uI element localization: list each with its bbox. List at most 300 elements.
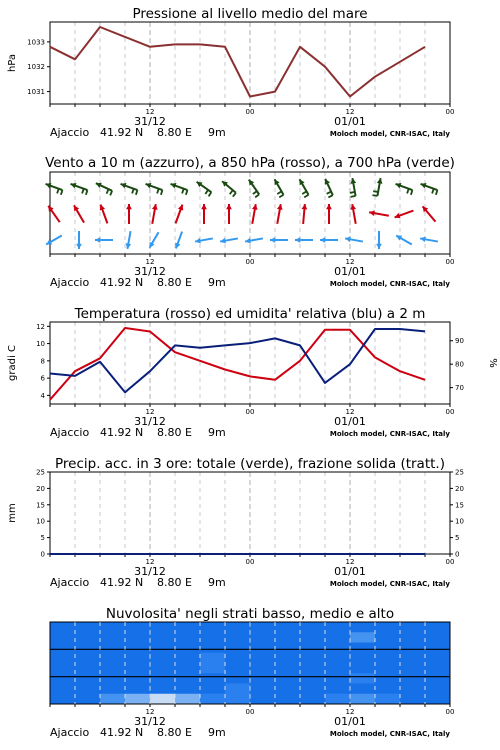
y-tick-label-right: 15 <box>455 501 464 510</box>
wind-arrow <box>126 204 132 224</box>
cloud-cell <box>375 643 401 654</box>
cloud-cell <box>425 673 451 684</box>
chart-title: Vento a 10 m (azzurro), a 850 hPa (rosso), a 700 hPa (verde) <box>45 155 455 171</box>
wind-barb <box>432 189 434 194</box>
chart-title: Precip. acc. in 3 ore: totale (verde), frazione solida (tratt.) <box>55 456 445 472</box>
location-alt: 9m <box>208 426 226 439</box>
wind-arrow-head <box>376 244 382 249</box>
wind-arrow <box>252 204 258 224</box>
cloud-cell <box>125 632 151 643</box>
wind-arrow <box>152 204 158 224</box>
y-tick-label: 12 <box>36 322 45 331</box>
cloud-cell <box>150 643 176 654</box>
date-label: 01/01 <box>334 115 366 128</box>
x-tick-label: 00 <box>445 408 455 416</box>
x-tick-label: 00 <box>245 558 255 566</box>
model-credit: Moloch model, CNR-ISAC, Italy <box>329 580 450 588</box>
cloud-cell <box>200 653 226 664</box>
cloud-cell <box>100 673 126 684</box>
cloud-cell <box>100 643 126 654</box>
wind-arrow <box>146 183 163 195</box>
cloud-cell <box>200 684 226 695</box>
y-tick-label-right: 70 <box>455 384 464 393</box>
wind-barb <box>302 191 306 194</box>
y-tick-label: 1031 <box>27 88 45 97</box>
wind-barb <box>328 195 332 197</box>
cloud-cell <box>50 653 76 664</box>
wind-arrow <box>396 236 412 245</box>
wind-barb <box>436 190 438 195</box>
wind-barb <box>82 189 84 194</box>
cloud-cell <box>225 694 251 705</box>
location-lon: 8.80 E <box>157 426 192 439</box>
wind-barb <box>161 190 163 195</box>
wind-arrow <box>325 179 333 198</box>
location-place: Ajaccio <box>50 426 90 439</box>
wind-arrow <box>350 204 356 224</box>
wind-arrow-head <box>226 204 232 209</box>
cloud-cell <box>250 643 276 654</box>
cloud-cell <box>375 694 401 705</box>
wind-barb <box>255 194 259 197</box>
wind-arrow-head <box>320 237 325 243</box>
cloud-cell <box>425 622 451 633</box>
y-tick-label: 4 <box>40 391 45 400</box>
cloud-cell <box>175 632 201 643</box>
cloud-cell <box>50 684 76 695</box>
wind-arrow-head <box>326 204 332 209</box>
wind-barb <box>373 191 378 192</box>
x-tick-label: 12 <box>345 108 355 116</box>
date-label: 31/12 <box>134 265 166 278</box>
wind-arrow <box>171 183 188 195</box>
wind-barb <box>230 190 233 194</box>
wind-arrow <box>396 183 413 195</box>
y-tick-label-right: 10 <box>455 517 464 526</box>
location-lat: 41.92 N <box>100 576 144 589</box>
cloud-cell <box>275 622 301 633</box>
wind-arrow-head <box>270 237 275 243</box>
location-lat: 41.92 N <box>100 276 144 289</box>
cloud-cell <box>50 622 76 633</box>
cloud-cell <box>125 643 151 654</box>
cloud-cell <box>225 673 251 684</box>
cloud-cell <box>275 694 301 705</box>
cloud-cell <box>250 653 276 664</box>
cloud-cell <box>375 684 401 695</box>
cloud-cell <box>325 632 351 643</box>
cloud-cell <box>325 673 351 684</box>
cloud-cell <box>150 694 176 705</box>
model-credit: Moloch model, CNR-ISAC, Italy <box>329 730 450 738</box>
cloud-cell <box>400 663 426 674</box>
humidity-line <box>50 329 425 392</box>
cloud-cell <box>50 643 76 654</box>
cloud-cell <box>300 653 326 664</box>
cloud-cell <box>375 663 401 674</box>
x-tick-label: 12 <box>145 258 155 266</box>
x-tick-label: 12 <box>345 258 355 266</box>
wind-barb <box>233 193 236 197</box>
wind-arrow <box>302 204 308 224</box>
wind-barb <box>86 190 88 195</box>
cloud-cell <box>325 694 351 705</box>
cloud-cell <box>250 673 276 684</box>
cloud-cell <box>175 643 201 654</box>
cloud-cell <box>175 653 201 664</box>
location-lat: 41.92 N <box>100 726 144 739</box>
cloud-cell <box>425 653 451 664</box>
x-tick-label: 12 <box>145 558 155 566</box>
wind-barb <box>277 191 281 194</box>
wind-arrow <box>326 204 332 224</box>
wind-barb <box>411 190 413 195</box>
date-label: 01/01 <box>334 265 366 278</box>
cloud-cell <box>225 653 251 664</box>
cloud-cell <box>400 684 426 695</box>
wind-arrow <box>222 181 236 196</box>
cloud-cell <box>175 694 201 705</box>
wind-arrow <box>175 232 182 249</box>
wind-arrow <box>100 205 108 224</box>
cloud-cell <box>300 622 326 633</box>
cloud-cell <box>150 632 176 643</box>
cloud-cell <box>100 663 126 674</box>
cloud-cell <box>400 632 426 643</box>
cloud-cell <box>75 673 101 684</box>
wind-arrow-head <box>95 237 100 243</box>
y-axis-label: mm <box>7 503 18 523</box>
y-tick-label-right: 90 <box>455 337 464 346</box>
x-tick-label: 00 <box>245 258 255 266</box>
cloud-cell <box>125 684 151 695</box>
cloud-cell <box>75 663 101 674</box>
y-tick-label-right: 25 <box>455 468 464 477</box>
location-lon: 8.80 E <box>157 576 192 589</box>
location-alt: 9m <box>208 576 226 589</box>
y-tick-label-right: 5 <box>455 534 460 543</box>
cloud-cell <box>75 684 101 695</box>
chart-title: Nuvolosita' negli strati basso, medio e alto <box>105 606 395 622</box>
wind-arrow <box>195 238 213 244</box>
wind-arrow-head <box>126 204 132 209</box>
y-tick-label-right: 0 <box>455 550 460 559</box>
location-place: Ajaccio <box>50 576 90 589</box>
cloud-cell <box>200 663 226 674</box>
cloud-cell <box>350 643 376 654</box>
cloud-cell <box>375 673 401 684</box>
cloud-cell <box>425 663 451 674</box>
cloud-cell <box>275 673 301 684</box>
cloud-cell <box>250 622 276 633</box>
wind-barb <box>186 190 188 195</box>
cloud-cell <box>275 684 301 695</box>
cloud-cell <box>175 663 201 674</box>
location-lat: 41.92 N <box>100 426 144 439</box>
cloud-cell <box>300 663 326 674</box>
y-tick-label: 5 <box>40 534 45 543</box>
wind-barb <box>157 189 159 194</box>
wind-barb <box>61 190 63 195</box>
wind-arrow-head <box>295 237 300 243</box>
pressure-series <box>50 27 425 97</box>
date-label: 01/01 <box>334 565 366 578</box>
cloud-cell <box>225 684 251 695</box>
cloud-cell <box>150 622 176 633</box>
cloud-cell <box>425 684 451 695</box>
wind-arrow <box>121 183 138 195</box>
y-tick-label: 10 <box>36 517 45 526</box>
x-tick-label: 00 <box>245 108 255 116</box>
x-tick-label: 12 <box>145 108 155 116</box>
y-tick-label: 1032 <box>27 63 45 72</box>
cloud-cell <box>200 632 226 643</box>
x-tick-label: 00 <box>245 408 255 416</box>
cloud-cell <box>300 684 326 695</box>
cloud-cell <box>350 622 376 633</box>
cloud-cell <box>375 632 401 643</box>
cloud-cell <box>325 643 351 654</box>
wind-barb <box>279 195 283 198</box>
wind-barb <box>132 189 134 194</box>
wind-arrow <box>76 231 82 249</box>
cloud-cell <box>250 632 276 643</box>
wind-arrow <box>126 231 132 249</box>
cloud-cell <box>200 694 226 705</box>
chart-title: Pressione al livello medio del mare <box>132 6 368 22</box>
cloud-cell <box>75 694 101 705</box>
y-axis-label-right: % <box>487 358 498 368</box>
cloud-cell <box>225 632 251 643</box>
y-tick-label: 1033 <box>27 38 45 47</box>
wind-arrow <box>95 237 113 243</box>
wind-arrow <box>369 210 389 216</box>
cloud-cell <box>150 673 176 684</box>
cloud-cell <box>225 643 251 654</box>
cloud-cell <box>200 643 226 654</box>
wind-arrow <box>46 183 63 195</box>
location-lon: 8.80 E <box>157 276 192 289</box>
y-tick-label: 6 <box>40 374 45 383</box>
cloud-cell <box>350 673 376 684</box>
cloud-cell <box>350 694 376 705</box>
wind-arrow-head <box>201 204 207 209</box>
wind-barb <box>304 195 308 198</box>
cloud-cell <box>350 663 376 674</box>
wind-arrow <box>345 237 363 243</box>
cloud-cell <box>425 694 451 705</box>
wind-barb <box>107 189 109 194</box>
cloud-cell <box>300 694 326 705</box>
wind-arrow <box>275 179 284 197</box>
cloud-cell <box>275 643 301 654</box>
cloud-cell <box>275 632 301 643</box>
wind-arrow <box>300 179 309 197</box>
cloud-cell <box>325 684 351 695</box>
wind-arrow <box>201 204 207 224</box>
date-label: 01/01 <box>334 715 366 728</box>
cloud-cell <box>50 663 76 674</box>
x-tick-label: 12 <box>145 408 155 416</box>
wind-arrow <box>150 232 159 248</box>
cloud-cell <box>125 653 151 664</box>
date-label: 31/12 <box>134 715 166 728</box>
wind-arrow <box>295 237 313 243</box>
wind-arrow <box>197 182 212 197</box>
x-tick-label: 12 <box>345 558 355 566</box>
cloud-cell <box>275 663 301 674</box>
wind-barb <box>351 196 356 197</box>
date-label: 31/12 <box>134 415 166 428</box>
model-credit: Moloch model, CNR-ISAC, Italy <box>329 130 450 138</box>
humidity-series <box>50 329 425 392</box>
cloud-cell <box>100 684 126 695</box>
wind-arrow <box>421 183 438 195</box>
wind-arrow <box>220 238 238 244</box>
y-tick-label-right: 20 <box>455 484 464 493</box>
wind-arrow <box>376 231 382 249</box>
cloud-cell <box>100 622 126 633</box>
cloud-cell <box>300 643 326 654</box>
cloud-cell <box>150 684 176 695</box>
cloud-cell <box>400 622 426 633</box>
wind-barb <box>182 189 184 194</box>
cloud-cell <box>125 694 151 705</box>
cloud-cell <box>175 622 201 633</box>
wind-arrow <box>420 237 438 243</box>
cloud-cell <box>350 653 376 664</box>
cloud-cell <box>350 684 376 695</box>
wind-barb <box>205 190 208 194</box>
wind-barb <box>136 190 138 195</box>
wind-arrow <box>176 205 184 224</box>
cloud-cell <box>100 694 126 705</box>
cloud-cell <box>325 653 351 664</box>
cloud-cell <box>375 622 401 633</box>
location-alt: 9m <box>208 726 226 739</box>
cloud-cell <box>375 653 401 664</box>
cloud-cell <box>325 622 351 633</box>
wind-arrow <box>226 204 232 224</box>
cloud-cell <box>125 622 151 633</box>
cloud-cell <box>100 632 126 643</box>
x-tick-label: 12 <box>345 408 355 416</box>
cloud-cell <box>425 632 451 643</box>
model-credit: Moloch model, CNR-ISAC, Italy <box>329 430 450 438</box>
wind-barb <box>57 189 59 194</box>
y-tick-label: 8 <box>40 357 45 366</box>
cloud-cell <box>325 663 351 674</box>
x-tick-label: 00 <box>445 258 455 266</box>
cloud-cell <box>425 643 451 654</box>
cloud-cell <box>75 632 101 643</box>
pressure-line <box>50 27 425 97</box>
cloud-cell <box>350 632 376 643</box>
cloud-cell <box>400 694 426 705</box>
y-axis-label: gradi C <box>7 345 18 381</box>
wind-arrow <box>46 236 62 245</box>
location-place: Ajaccio <box>50 126 90 139</box>
wind-arrow <box>71 183 88 195</box>
location-lon: 8.80 E <box>157 726 192 739</box>
cloud-cell <box>225 622 251 633</box>
wind-arrow-head <box>76 244 82 249</box>
cloud-cell <box>175 684 201 695</box>
x-tick-label: 12 <box>145 708 155 716</box>
date-label: 31/12 <box>134 565 166 578</box>
cloud-cell <box>150 663 176 674</box>
wind-arrow <box>320 237 338 243</box>
wind-arrow <box>277 204 283 224</box>
wind-barb <box>372 195 377 196</box>
x-tick-label: 00 <box>445 708 455 716</box>
wind-barb <box>407 189 409 194</box>
y-tick-label: 15 <box>36 501 45 510</box>
wind-arrow <box>96 183 112 196</box>
cloud-cell <box>75 643 101 654</box>
cloud-cell <box>125 673 151 684</box>
cloud-cell <box>400 673 426 684</box>
y-tick-label: 20 <box>36 484 45 493</box>
date-label: 01/01 <box>334 415 366 428</box>
cloud-cell <box>150 653 176 664</box>
cloud-cell <box>300 673 326 684</box>
cloud-cell <box>400 643 426 654</box>
x-tick-label: 00 <box>245 708 255 716</box>
cloud-cell <box>400 653 426 664</box>
location-lon: 8.80 E <box>157 126 192 139</box>
x-tick-label: 00 <box>445 558 455 566</box>
chart-title: Temperatura (rosso) ed umidita' relativa (blu) a 2 m <box>74 306 426 322</box>
y-tick-label: 0 <box>40 550 45 559</box>
cloud-cell <box>175 673 201 684</box>
cloud-cell <box>200 673 226 684</box>
x-tick-label: 12 <box>345 708 355 716</box>
date-label: 31/12 <box>134 115 166 128</box>
location-alt: 9m <box>208 126 226 139</box>
location-alt: 9m <box>208 276 226 289</box>
cloud-cell <box>50 673 76 684</box>
cloud-cell <box>200 622 226 633</box>
wind-barb <box>350 192 355 193</box>
y-tick-label: 10 <box>36 340 45 349</box>
wind-arrow <box>350 178 356 197</box>
cloud-cell <box>75 622 101 633</box>
wind-barb <box>209 192 212 196</box>
wind-arrow-head <box>302 204 308 209</box>
cloud-cell <box>100 653 126 664</box>
location-place: Ajaccio <box>50 276 90 289</box>
wind-barb <box>253 191 257 194</box>
location-lat: 41.92 N <box>100 126 144 139</box>
cloud-cell <box>50 632 76 643</box>
wind-arrow <box>245 238 263 244</box>
cloud-cell <box>250 684 276 695</box>
cloud-cell <box>250 663 276 674</box>
wind-arrow <box>395 211 414 219</box>
wind-barb <box>110 191 112 196</box>
wind-arrow <box>270 237 288 243</box>
cloud-cell <box>50 694 76 705</box>
model-credit: Moloch model, CNR-ISAC, Italy <box>329 280 450 288</box>
cloud-cell <box>125 663 151 674</box>
y-axis-label: hPa <box>7 53 18 73</box>
cloud-cell <box>300 632 326 643</box>
cloud-cell <box>75 653 101 664</box>
cloud-cell <box>275 653 301 664</box>
location-place: Ajaccio <box>50 726 90 739</box>
x-tick-label: 00 <box>445 108 455 116</box>
